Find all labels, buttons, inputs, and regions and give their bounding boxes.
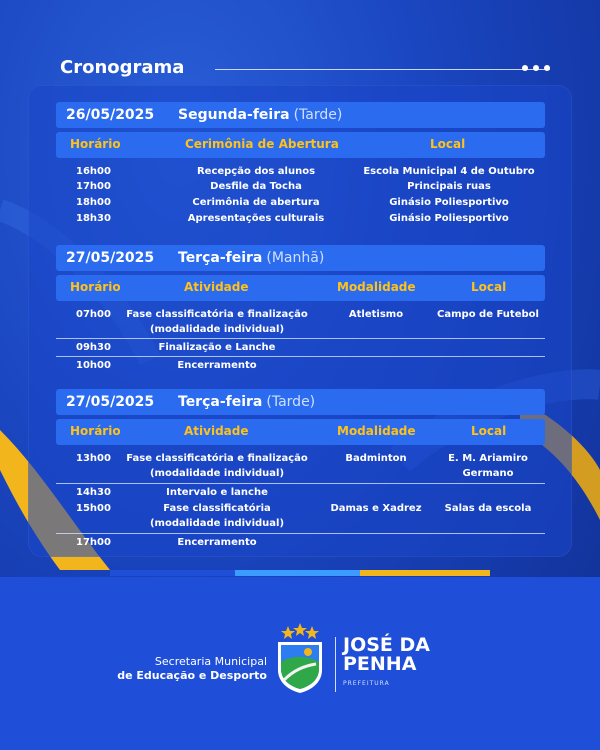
row-activity: Recepção dos alunos	[196, 166, 316, 177]
brand-line2: PENHA	[343, 653, 417, 675]
row-activity: Fase classificatória e finalização	[126, 309, 308, 320]
row-place: Principais ruas	[407, 181, 491, 192]
day-date: 27/05/2025	[66, 394, 155, 410]
row-time: 16h00	[76, 166, 111, 177]
day-date: 27/05/2025	[66, 250, 155, 266]
col-header-time: Horário	[70, 280, 121, 294]
table-header	[56, 275, 545, 301]
row-activity-detail: (modalidade individual)	[149, 324, 285, 335]
footer	[0, 577, 600, 750]
day-header	[56, 389, 545, 415]
row-modality: Badminton	[345, 453, 407, 464]
decorative-bars	[110, 570, 490, 576]
day-weekday: Terça-feira	[178, 394, 263, 410]
brand-line1: JOSÉ DA	[343, 634, 430, 656]
day-date: 26/05/2025	[66, 107, 155, 123]
row-time: 14h30	[76, 487, 111, 498]
row-modality: Damas e Xadrez	[330, 503, 422, 514]
col-header-activity: Atividade	[184, 424, 249, 438]
row-activity: Encerramento	[177, 360, 257, 371]
row-activity: Finalização e Lanche	[158, 342, 276, 353]
col-header-activity: Cerimônia de Abertura	[185, 137, 339, 151]
secretaria-line1: Secretaria Municipal	[154, 655, 267, 668]
row-activity: Fase classificatória	[163, 503, 271, 514]
row-time: 07h00	[76, 309, 111, 320]
row-place: Ginásio Poliesportivo	[389, 197, 509, 208]
row-place-detail: Germano	[462, 468, 514, 479]
row-place: E. M. Ariamiro	[448, 453, 528, 464]
row-divider	[56, 356, 545, 357]
row-divider	[56, 338, 545, 339]
row-time: 09h30	[76, 342, 111, 353]
col-header-modality: Modalidade	[337, 424, 416, 438]
row-modality: Atletismo	[348, 309, 404, 320]
day-period: (Tarde)	[293, 107, 343, 123]
row-time: 13h00	[76, 453, 111, 464]
header-divider	[215, 69, 550, 70]
row-time: 18h00	[76, 197, 111, 208]
col-header-modality: Modalidade	[337, 280, 416, 294]
row-activity: Encerramento	[177, 537, 257, 548]
row-activity-detail: (modalidade individual)	[149, 518, 285, 529]
city-brand	[343, 636, 430, 693]
row-place: Ginásio Poliesportivo	[389, 213, 509, 224]
day-section-1	[56, 102, 545, 233]
row-time: 15h00	[76, 503, 111, 514]
row-activity: Intervalo e lanche	[166, 487, 268, 498]
brand-sub: PREFEITURA	[343, 680, 390, 687]
row-activity: Fase classificatória e finalização	[126, 453, 308, 464]
day-header	[56, 245, 545, 271]
col-header-activity: Atividade	[184, 280, 249, 294]
col-header-time: Horário	[70, 424, 121, 438]
more-options-icon[interactable]	[522, 65, 550, 71]
col-header-time: Horário	[70, 137, 121, 151]
day-section-3	[56, 389, 545, 548]
row-place: Escola Municipal 4 de Outubro	[363, 166, 535, 177]
page-title: Cronograma	[60, 57, 185, 78]
row-time: 17h00	[76, 537, 111, 548]
row-activity: Desfile da Tocha	[210, 181, 302, 192]
footer-divider	[335, 637, 336, 692]
col-header-place: Local	[471, 424, 507, 438]
row-activity-detail: (modalidade individual)	[149, 468, 285, 479]
secretaria-line2: de Educação e Desporto	[117, 669, 267, 682]
day-weekday: Segunda-feira	[178, 107, 290, 123]
day-weekday: Terça-feira	[178, 250, 263, 266]
row-divider	[56, 483, 545, 484]
col-header-place: Local	[430, 137, 466, 151]
row-place: Salas da escola	[444, 503, 532, 514]
table-header	[56, 419, 545, 445]
day-section-2	[56, 245, 545, 391]
day-period: (Tarde)	[266, 394, 316, 410]
row-time: 17h00	[76, 181, 111, 192]
col-header-place: Local	[471, 280, 507, 294]
day-period: (Manhã)	[266, 250, 325, 266]
row-activity: Apresentações culturais	[187, 213, 325, 224]
row-time: 10h00	[76, 360, 111, 371]
row-place: Campo de Futebol	[437, 309, 539, 320]
page-header	[60, 55, 550, 85]
row-divider	[56, 533, 545, 534]
secretaria-label	[117, 655, 267, 683]
row-activity: Cerimônia de abertura	[192, 197, 320, 208]
row-time: 18h30	[76, 213, 111, 224]
day-header	[56, 102, 545, 128]
table-header	[56, 132, 545, 158]
city-emblem-icon	[272, 622, 328, 694]
